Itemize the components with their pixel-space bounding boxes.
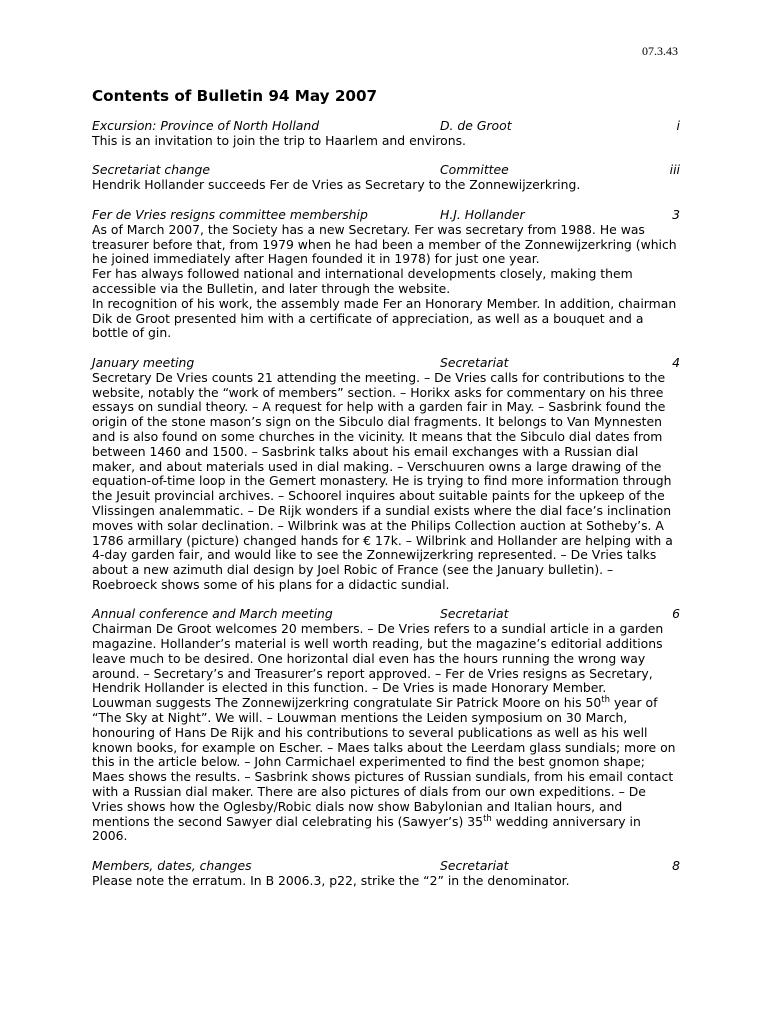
contents-entry-members-dates xyxy=(92,859,680,889)
entry-author: Secretariat xyxy=(440,857,509,873)
contents-entry-annual-conference xyxy=(92,607,680,844)
entry-title: Annual conference and March meeting xyxy=(92,606,333,622)
entry-header xyxy=(92,607,680,622)
entry-paragraph: Chairman De Groot welcomes 20 members. – De Vries refers to a sundial article in a garden magazine. Hollander’s material is well worth reading, but the magazine’s editorial additions leave much to be desired. One horizontal dial even has the hours running the wrong way around. – Secretary’s and Treasurer’s report approved. – Fer de Vries resigns as Secretary, Hendrik Hollander is elected in this function. – De Vries is made Honorary Member. xyxy=(92,621,664,696)
entry-paragraph: Please note the erratum. In B 2006.3, p22, strike the “2” in the denominator. xyxy=(92,872,570,888)
entry-header xyxy=(92,119,680,134)
paragraph-text: Louwman suggests The Zonnewijzerkring congratulate Sir Patrick Moore on his 50 xyxy=(92,695,602,711)
entry-page: 6 xyxy=(672,606,680,622)
entry-header xyxy=(92,208,680,223)
entry-author: D. de Groot xyxy=(440,118,512,133)
entry-page: 8 xyxy=(672,857,680,873)
entry-title: January meeting xyxy=(92,354,195,370)
contents-entry-fer-de-vries xyxy=(92,208,680,341)
entry-paragraph: Hendrik Hollander succeeds Fer de Vries as Secretary to the Zonnewijzerkring. xyxy=(92,177,581,193)
entry-page: 4 xyxy=(672,354,680,370)
entry-paragraph: In recognition of his work, the assembly made Fer an Honorary Member. In addition, chairman Dik de Groot presented him with a certificate of appreciation, as well as a bouquet and a bottle of gin. xyxy=(92,295,677,341)
entry-paragraph: Fer has always followed national and international developments closely, making them accessible via the Bulletin, and later through the website. xyxy=(92,266,633,296)
entry-author: Secretariat xyxy=(440,606,509,622)
ordinal-superscript: th xyxy=(601,695,611,706)
entry-title: Secretariat change xyxy=(92,162,210,178)
page-title: Contents of Bulletin 94 May 2007 xyxy=(92,87,378,105)
entry-page: 3 xyxy=(672,206,680,222)
bulletin-contents xyxy=(92,87,680,903)
entry-title: Fer de Vries resigns committee membership xyxy=(92,206,368,222)
entry-author: Committee xyxy=(440,162,509,178)
entry-title: Excursion: Province of North Holland xyxy=(92,118,320,133)
entry-header xyxy=(92,163,680,178)
entry-header xyxy=(92,356,680,371)
entry-paragraph: As of March 2007, the Society has a new Secretary. Fer was secretary from 1988. He was treasurer before that, from 1979 when he had been a member of the Zonnewijzerkring (which he joined immediately after Hagen founded it in 1978) for just one year. xyxy=(92,221,677,267)
entry-page: i xyxy=(676,118,680,133)
paragraph-text: wedding anniversary in 2006. xyxy=(92,813,641,844)
page-number: 07.3.43 xyxy=(642,44,678,58)
entry-author: Secretariat xyxy=(440,354,509,370)
entry-header xyxy=(92,859,680,874)
contents-entry-excursion xyxy=(92,119,680,149)
entry-paragraph: This is an invitation to join the trip to Haarlem and environs. xyxy=(92,133,466,148)
contents-entry-secretariat-change xyxy=(92,163,680,193)
paragraph-text: year of “The Sky at Night”. We will. – Louwman mentions the Leiden symposium on 30 March, honouring of Hans De Rijk and his contributions to several publications as well as his well known books, for example on Escher. – Maes talks about the Leerdam glass sundials; more on this in the article below. – John Carmichael experimented to find the best gnomon shape; Maes shows the results. – Sasbrink shows pictures of Russian sundials, from his email contact with a Russian dial maker. There are also pictures of dials from our own expeditions. – De Vries shows how the Oglesby/Robic dials now show Babylonian and Italian hours, and mentions the second Sawyer dial celebrating his (Sawyer’s) 35 xyxy=(92,695,676,829)
entry-paragraph xyxy=(92,696,680,844)
entry-title: Members, dates, changes xyxy=(92,857,252,873)
entry-page: iii xyxy=(669,162,680,178)
contents-entry-january-meeting xyxy=(92,356,680,593)
entry-paragraph: Secretary De Vries counts 21 attending the meeting. – De Vries calls for contributions to the website, notably the “work of members” section. – Horikx asks for commentary on his three essays on sundial theory. – A request for help with a garden fair in May. – Sasbrink found the origin of the stone mason’s sign on the Sibculo dial fragments. It belongs to Van Mynnesten and is also found on some churches in the vicinity. It means that the Sibculo dial dates from between 1460 and 1500. – Sasbrink talks about his email exchanges with a Russian dial maker, and about materials used in dial making. – Verschuuren owns a large drawing of the equation-of-time loop in the Gemert monastery. He is trying to find more information through the Jesuit provincial archives. – Schoorel inquires about suitable paints for the upkeep of the Vlissingen analemmatic. – De Rijk wonders if a sundial exists where the dial face’s inclination moves with solar declination. – Wilbrink was at the Philips Collection auction at Sotheby’s. A 1786 armillary (picture) changed hands for € 17k. – Wilbrink and Hollander are helping with a 4-day garden fair, and would like to see the Zonnewijzerkring represented. – De Vries talks about a new azimuth dial design by Joel Robic of France (see the January bulletin). – Roebroeck shows some of his plans for a didactic sundial. xyxy=(92,369,673,592)
ordinal-superscript: th xyxy=(483,813,492,824)
entry-author: H.J. Hollander xyxy=(440,206,525,222)
